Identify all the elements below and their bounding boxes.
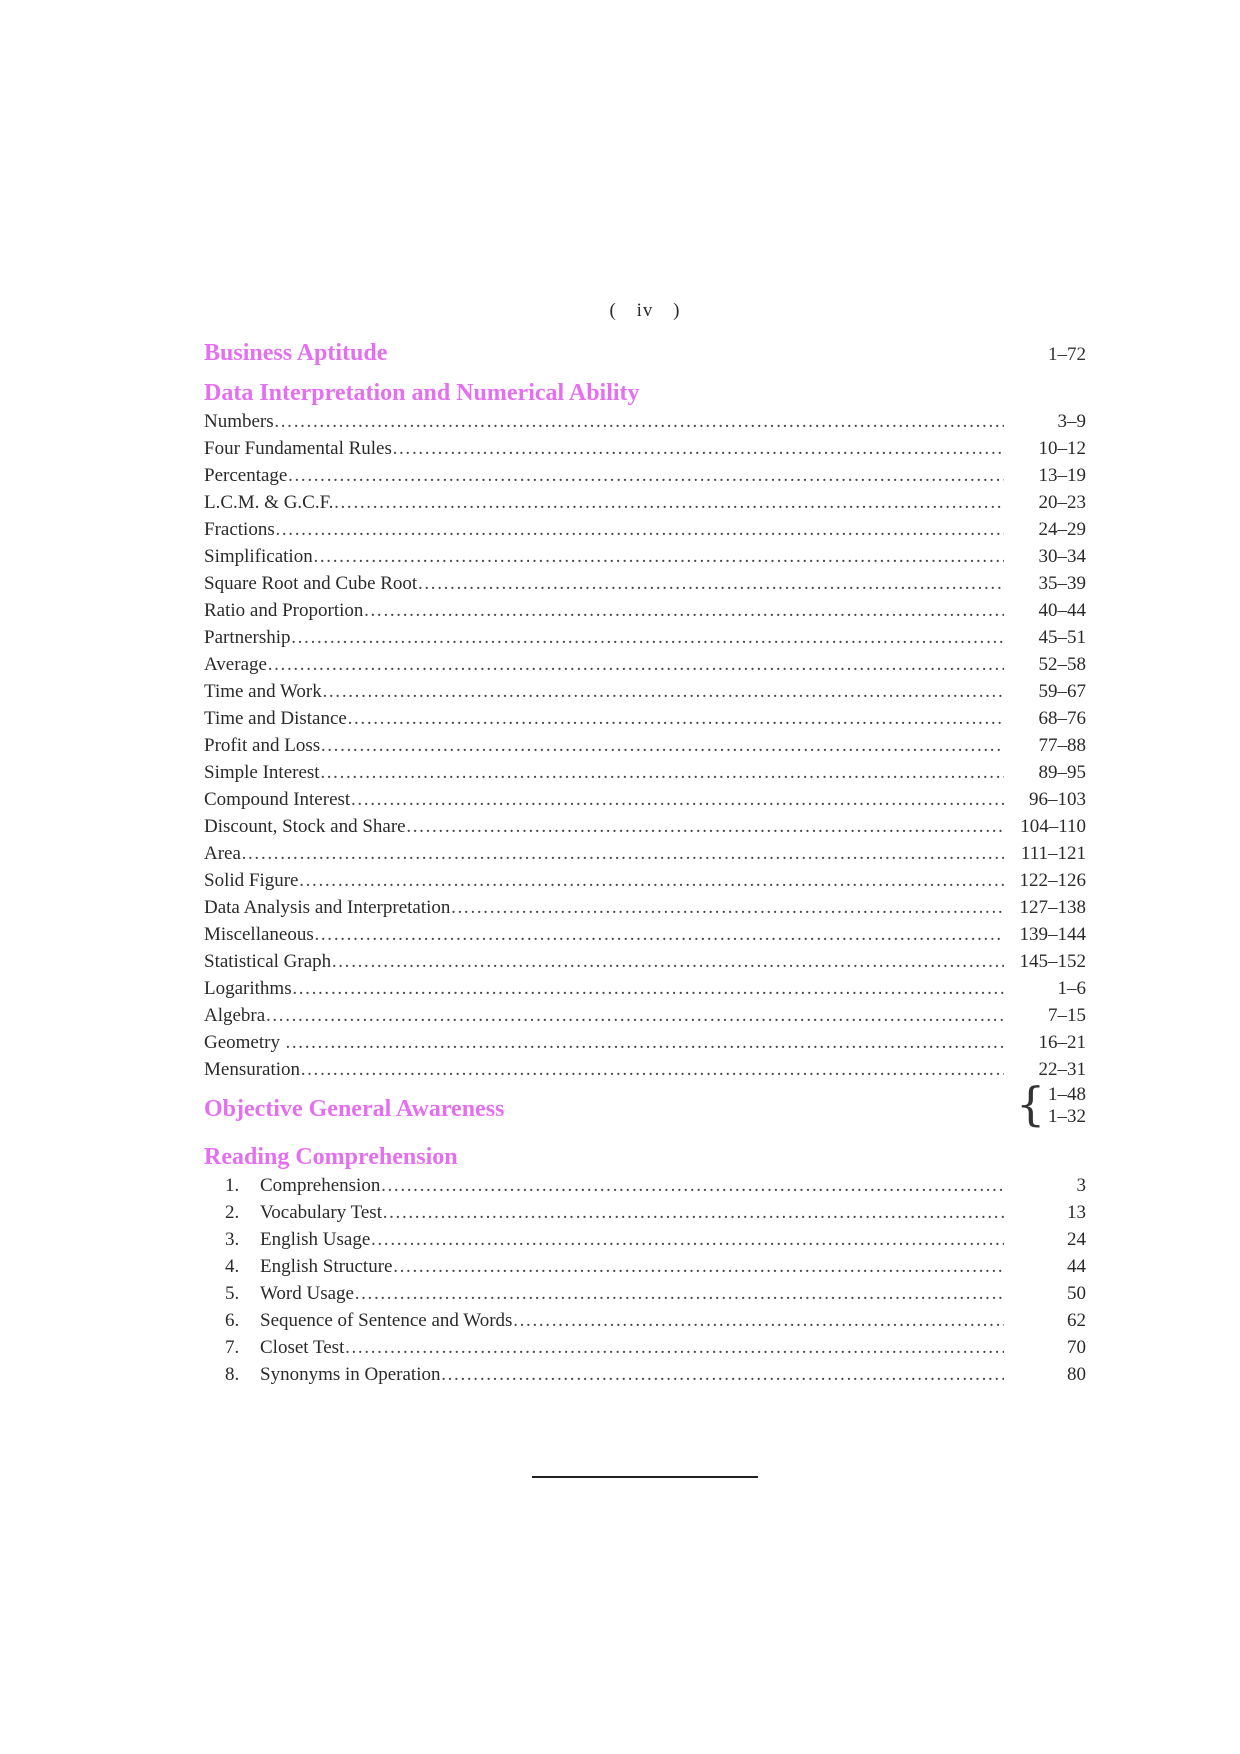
entry-title: Data Analysis and Interpretation …………………………………………………………………………………………………………………………………………………………………… bbox=[204, 894, 1004, 921]
toc-entry[interactable] bbox=[204, 1361, 1086, 1388]
toc-entry[interactable] bbox=[204, 516, 1086, 543]
entry-title: Average …………………………………………………………………………………………………………………………………………………………………… bbox=[204, 651, 1004, 678]
entry-title: Time and Distance …………………………………………………………………………………………………………………………………………………………………… bbox=[204, 705, 1004, 732]
entry-pages: 50 bbox=[1067, 1283, 1086, 1304]
entry-title: Miscellaneous …………………………………………………………………………………………………………………………………………………………………… bbox=[204, 921, 1004, 948]
entry-pages: 24 bbox=[1067, 1229, 1086, 1250]
entry-number: 8. bbox=[225, 1364, 240, 1385]
entry-pages: 104–110 bbox=[1020, 816, 1086, 837]
toc-entry[interactable] bbox=[204, 867, 1086, 894]
entry-number: 5. bbox=[225, 1283, 240, 1304]
objective-pages-group bbox=[1016, 1077, 1086, 1131]
entry-pages: 59–67 bbox=[1038, 681, 1086, 702]
entry-title: Area …………………………………………………………………………………………………………………………………………………………………… bbox=[204, 840, 1004, 867]
entry-pages: 127–138 bbox=[1019, 897, 1086, 918]
entry-title: Statistical Graph …………………………………………………………………………………………………………………………………………………………………… bbox=[204, 948, 1004, 975]
entry-pages: 1–6 bbox=[1057, 978, 1086, 999]
entry-pages: 13 bbox=[1067, 1202, 1086, 1223]
entry-title: Time and Work …………………………………………………………………………………………………………………………………………………………………… bbox=[204, 678, 1004, 705]
entry-pages: 16–21 bbox=[1038, 1032, 1086, 1053]
toc-entry[interactable] bbox=[204, 1199, 1086, 1226]
entry-pages: 139–144 bbox=[1019, 924, 1086, 945]
entry-pages: 44 bbox=[1067, 1256, 1086, 1277]
toc-entry[interactable] bbox=[204, 435, 1086, 462]
entry-pages: 145–152 bbox=[1019, 951, 1086, 972]
section-pages-1: 1–48 bbox=[1048, 1084, 1086, 1105]
entry-title: Square Root and Cube Root …………………………………………………………………………………………………………………………………………………………………… bbox=[204, 570, 1004, 597]
entry-title: Closet Test …………………………………………………………………………………………………………………………………………………………………… bbox=[260, 1334, 1004, 1361]
entry-number: 1. bbox=[225, 1175, 240, 1196]
entry-pages: 89–95 bbox=[1038, 762, 1086, 783]
entry-number: 6. bbox=[225, 1310, 240, 1331]
section-pages: 1–72 bbox=[1048, 344, 1086, 365]
entry-title: Simple Interest …………………………………………………………………………………………………………………………………………………………………… bbox=[204, 759, 1004, 786]
toc-entry[interactable] bbox=[204, 1307, 1086, 1334]
toc-entry[interactable] bbox=[204, 732, 1086, 759]
toc-entry[interactable] bbox=[204, 975, 1086, 1002]
toc-entry[interactable] bbox=[204, 1226, 1086, 1253]
toc-entry[interactable] bbox=[204, 462, 1086, 489]
toc-entry[interactable] bbox=[204, 489, 1086, 516]
toc-entry[interactable] bbox=[204, 813, 1086, 840]
entry-pages: 30–34 bbox=[1038, 546, 1086, 567]
entry-title: English Usage …………………………………………………………………………………………………………………………………………………………………… bbox=[260, 1226, 1004, 1253]
entry-pages: 77–88 bbox=[1038, 735, 1086, 756]
entry-pages: 62 bbox=[1067, 1310, 1086, 1331]
entry-title: Synonyms in Operation …………………………………………………………………………………………………………………………………………………………………… bbox=[260, 1361, 1004, 1388]
entry-title: English Structure …………………………………………………………………………………………………………………………………………………………………… bbox=[260, 1253, 1004, 1280]
entry-title: Profit and Loss …………………………………………………………………………………………………………………………………………………………………… bbox=[204, 732, 1004, 759]
section-heading-data-interpretation bbox=[204, 376, 1086, 410]
entry-title: L.C.M. & G.C.F. …………………………………………………………………………………………………………………………………………………………………… bbox=[204, 489, 1004, 516]
section-pages-2: 1–32 bbox=[1048, 1106, 1086, 1127]
section-heading-business-aptitude bbox=[204, 336, 1086, 370]
entry-title: Ratio and Proportion …………………………………………………………………………………………………………………………………………………………………… bbox=[204, 597, 1004, 624]
toc-entry[interactable] bbox=[204, 1002, 1086, 1029]
entry-title: Sequence of Sentence and Words …………………………………………………………………………………………………………………………………………………………………… bbox=[260, 1307, 1004, 1334]
entry-pages: 3–9 bbox=[1057, 411, 1086, 432]
entry-pages: 80 bbox=[1067, 1364, 1086, 1385]
toc-entry[interactable] bbox=[204, 840, 1086, 867]
toc-entry[interactable] bbox=[204, 570, 1086, 597]
toc-entry[interactable] bbox=[204, 624, 1086, 651]
entry-title: Geometry …………………………………………………………………………………………………………………………………………………………………… bbox=[204, 1029, 1004, 1056]
entry-pages: 70 bbox=[1067, 1337, 1086, 1358]
entry-pages: 122–126 bbox=[1019, 870, 1086, 891]
toc-entry[interactable] bbox=[204, 1253, 1086, 1280]
brace-symbol: { bbox=[1016, 1077, 1046, 1131]
toc-entry[interactable] bbox=[204, 1056, 1086, 1083]
entry-title: Logarithms …………………………………………………………………………………………………………………………………………………………………… bbox=[204, 975, 1004, 1002]
toc-entry[interactable] bbox=[204, 786, 1086, 813]
toc-entry[interactable] bbox=[204, 894, 1086, 921]
entry-number: 4. bbox=[225, 1256, 240, 1277]
entry-title: Comprehension …………………………………………………………………………………………………………………………………………………………………… bbox=[260, 1172, 1004, 1199]
entry-title: Solid Figure …………………………………………………………………………………………………………………………………………………………………… bbox=[204, 867, 1004, 894]
entry-title: Vocabulary Test …………………………………………………………………………………………………………………………………………………………………… bbox=[260, 1199, 1004, 1226]
entry-pages: 35–39 bbox=[1038, 573, 1086, 594]
footer-divider bbox=[532, 1476, 758, 1478]
entry-pages: 24–29 bbox=[1038, 519, 1086, 540]
entry-title: Mensuration …………………………………………………………………………………………………………………………………………………………………… bbox=[204, 1056, 1004, 1083]
entry-title: Compound Interest …………………………………………………………………………………………………………………………………………………………………… bbox=[204, 786, 1004, 813]
entry-title: Algebra …………………………………………………………………………………………………………………………………………………………………… bbox=[204, 1002, 1004, 1029]
entry-title: Simplification …………………………………………………………………………………………………………………………………………………………………… bbox=[204, 543, 1004, 570]
section-title: Data Interpretation and Numerical Ability bbox=[204, 380, 640, 406]
toc-entry[interactable] bbox=[204, 705, 1086, 732]
entry-pages: 20–23 bbox=[1038, 492, 1086, 513]
entry-title: Word Usage …………………………………………………………………………………………………………………………………………………………………… bbox=[260, 1280, 1004, 1307]
entry-pages: 52–58 bbox=[1038, 654, 1086, 675]
entry-title: Fractions …………………………………………………………………………………………………………………………………………………………………… bbox=[204, 516, 1004, 543]
toc-entry[interactable] bbox=[204, 597, 1086, 624]
entry-pages: 10–12 bbox=[1038, 438, 1086, 459]
entry-pages: 68–76 bbox=[1038, 708, 1086, 729]
section-heading-objective-general-awareness bbox=[204, 1092, 1086, 1126]
entry-pages: 13–19 bbox=[1038, 465, 1086, 486]
toc-entry[interactable] bbox=[204, 1172, 1086, 1199]
section-title: Objective General Awareness bbox=[204, 1096, 505, 1122]
page-number: ( iv ) bbox=[609, 300, 681, 321]
toc-entry[interactable] bbox=[204, 408, 1086, 435]
entry-title: Four Fundamental Rules …………………………………………………………………………………………………………………………………………………………………… bbox=[204, 435, 1004, 462]
toc-entry[interactable] bbox=[204, 759, 1086, 786]
toc-entry[interactable] bbox=[204, 1334, 1086, 1361]
toc-entry[interactable] bbox=[204, 921, 1086, 948]
toc-entry[interactable] bbox=[204, 1280, 1086, 1307]
entry-number: 3. bbox=[225, 1229, 240, 1250]
section-heading-reading-comprehension bbox=[204, 1140, 1086, 1174]
section-title: Reading Comprehension bbox=[204, 1144, 458, 1170]
entry-title: Partnership …………………………………………………………………………………………………………………………………………………………………… bbox=[204, 624, 1004, 651]
entry-pages: 111–121 bbox=[1020, 843, 1086, 864]
toc-entry[interactable] bbox=[204, 543, 1086, 570]
toc-entry[interactable] bbox=[204, 1029, 1086, 1056]
entry-pages: 7–15 bbox=[1048, 1005, 1086, 1026]
entry-title: Percentage …………………………………………………………………………………………………………………………………………………………………… bbox=[204, 462, 1004, 489]
entry-pages: 96–103 bbox=[1029, 789, 1086, 810]
entry-number: 7. bbox=[225, 1337, 240, 1358]
toc-entry[interactable] bbox=[204, 948, 1086, 975]
entry-pages: 45–51 bbox=[1038, 627, 1086, 648]
entry-title: Numbers …………………………………………………………………………………………………………………………………………………………………… bbox=[204, 408, 1004, 435]
entry-pages: 3 bbox=[1076, 1175, 1086, 1196]
entry-pages: 40–44 bbox=[1038, 600, 1086, 621]
entry-title: Discount, Stock and Share …………………………………………………………………………………………………………………………………………………………………… bbox=[204, 813, 1004, 840]
toc-entry[interactable] bbox=[204, 678, 1086, 705]
section-title: Business Aptitude bbox=[204, 340, 388, 366]
entry-number: 2. bbox=[225, 1202, 240, 1223]
toc-entry[interactable] bbox=[204, 651, 1086, 678]
entry-pages: 22–31 bbox=[1038, 1059, 1086, 1080]
